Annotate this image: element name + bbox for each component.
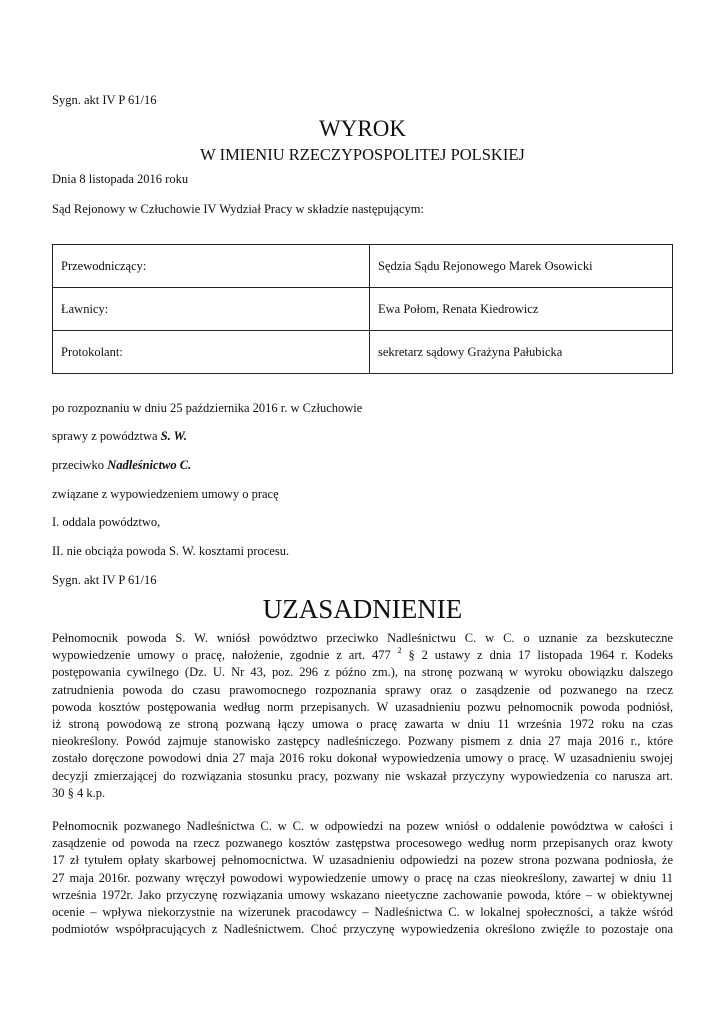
composition-role: Protokolant: <box>53 331 370 374</box>
composition-person: Sędzia Sądu Rejonowego Marek Osowicki <box>370 245 673 288</box>
text-line: 17 zł tytułem opłaty skarbowej pełnomocnictwa. W uzasadnieniu odpowiedzi na pozew strona pozwana podniosła, że <box>52 853 673 868</box>
court-composition-intro: Sąd Rejonowy w Człuchowie IV Wydział Pracy w składzie następującym: <box>52 202 424 216</box>
composition-table <box>52 244 673 374</box>
composition-row <box>53 245 673 288</box>
ruling-point-1: I. oddala powództwo, <box>52 515 161 529</box>
text-line: decyzji zmierzającej do rozwiązania stosunku pracy, pozwany nie wskazał przyczyny wypowiedzenia co narusza art. <box>52 768 673 783</box>
text-line: września 1972r. Jako przyczynę rozwiązania umowy wskazano nieetyczne zachowanie powoda, które – w obiektywnej <box>52 887 673 902</box>
case-line <box>52 429 187 444</box>
text-line: zatrudnienia powoda do czasu prawomocnego rozpoznania sprawy oraz o zasądzenie od pozwanego na rzecz <box>52 682 673 697</box>
ruling-point-2: II. nie obciąża powoda S. W. kosztami procesu. <box>52 544 290 558</box>
composition-person: Ewa Połom, Renata Kiedrowicz <box>370 288 673 331</box>
judgment-date: Dnia 8 listopada 2016 roku <box>52 172 189 186</box>
text-line: zostało doręczone powodowi dnia 27 maja 2016 roku dokonał wypowiedzenia umowy o pracę. W uzasadnieniu swojej <box>52 751 673 766</box>
judgment-title: WYROK <box>319 116 406 141</box>
text-segment: wypowiedzenie umowy o pracę, nałożenie, zgodnie z art. 477 <box>52 648 398 663</box>
text-line: powoda kosztów postępowania według norm przepisanych. W uzasadnieniu pozwu pełnomocnik powoda podniósł, <box>52 699 673 714</box>
composition-role: Przewodniczący: <box>53 245 370 288</box>
against-prefix: przeciwko <box>52 458 108 472</box>
justification-paragraph-1 <box>52 630 673 802</box>
text-line <box>52 647 673 664</box>
case-prefix: sprawy z powództwa <box>52 429 161 443</box>
text-line: podmiotów współpracujących z Nadleśnictwem. Choć przyczynę wypowiedzenia określono zwięźle to pozostaje ona <box>52 922 673 937</box>
text-line: 27 maja 2016r. pozwany wręczył powodowi wypowiedzenie umowy o pracę na czas nieokreślony, zawartej w dniu 11 <box>52 870 673 885</box>
case-signature-justification: Sygn. akt IV P 61/16 <box>52 573 157 587</box>
text-line: nieokreślony. Powód zajmuje stanowisko zastępcy nadleśniczego. Pozwany pismem z dnia 27 maja 2016 r., które <box>52 734 673 749</box>
defendant-name: Nadleśnictwo C. <box>107 458 192 472</box>
composition-row <box>53 288 673 331</box>
judgment-subtitle: W IMIENIU RZECZYPOSPOLITEJ POLSKIEJ <box>200 145 525 164</box>
text-line: Pełnomocnik powoda S. W. wniósł powództwo przeciwko Nadleśnictwu C. w C. o uznanie za bezskuteczne <box>52 631 673 645</box>
hearing-info: po rozpoznaniu w dniu 25 października 2016 r. w Człuchowie <box>52 401 363 415</box>
text-line: Pełnomocnik pozwanego Nadleśnictwa C. w C. w odpowiedzi na pozew wniósł o oddalenie powództwa w całości i <box>52 819 673 833</box>
justification-title: UZASADNIENIE <box>262 594 463 624</box>
text-line: postępowania cywilnego (Dz. U. Nr 43, poz. 296 z późno zm.), na stronę pozwaną w wyroku obowiązku dalszego <box>52 665 673 680</box>
plaintiff-name: S. W. <box>160 429 187 443</box>
case-signature-top: Sygn. akt IV P 61/16 <box>52 93 157 107</box>
text-segment: § 2 ustawy z dnia 17 listopada 1964 r. Kodeks <box>401 648 673 663</box>
composition-role: Ławnicy: <box>53 288 370 331</box>
against-line <box>52 458 191 473</box>
text-line: zasądzenie od powoda na rzecz pozwanego kosztów zastępstwa procesowego według norm przepisanych oraz kwoty <box>52 836 673 851</box>
justification-paragraph-2 <box>52 818 673 938</box>
composition-row <box>53 331 673 374</box>
text-line: iż stroną powodową ze stroną pozwaną łączy umowa o pracę zawarta w dniu 11 września 1972 roku na czas <box>52 717 673 732</box>
text-line: ocenie – wpływa niekorzystnie na wizerunek pracodawcy – Nadleśnictwa C. w lokalnej społeczności, a także wśród <box>52 905 673 920</box>
superscript: 2 <box>397 646 402 656</box>
text-line: 30 § 4 k.p. <box>52 785 106 800</box>
composition-person: sekretarz sądowy Grażyna Pałubicka <box>370 331 673 374</box>
case-subject: związane z wypowiedzeniem umowy o pracę <box>52 487 279 501</box>
